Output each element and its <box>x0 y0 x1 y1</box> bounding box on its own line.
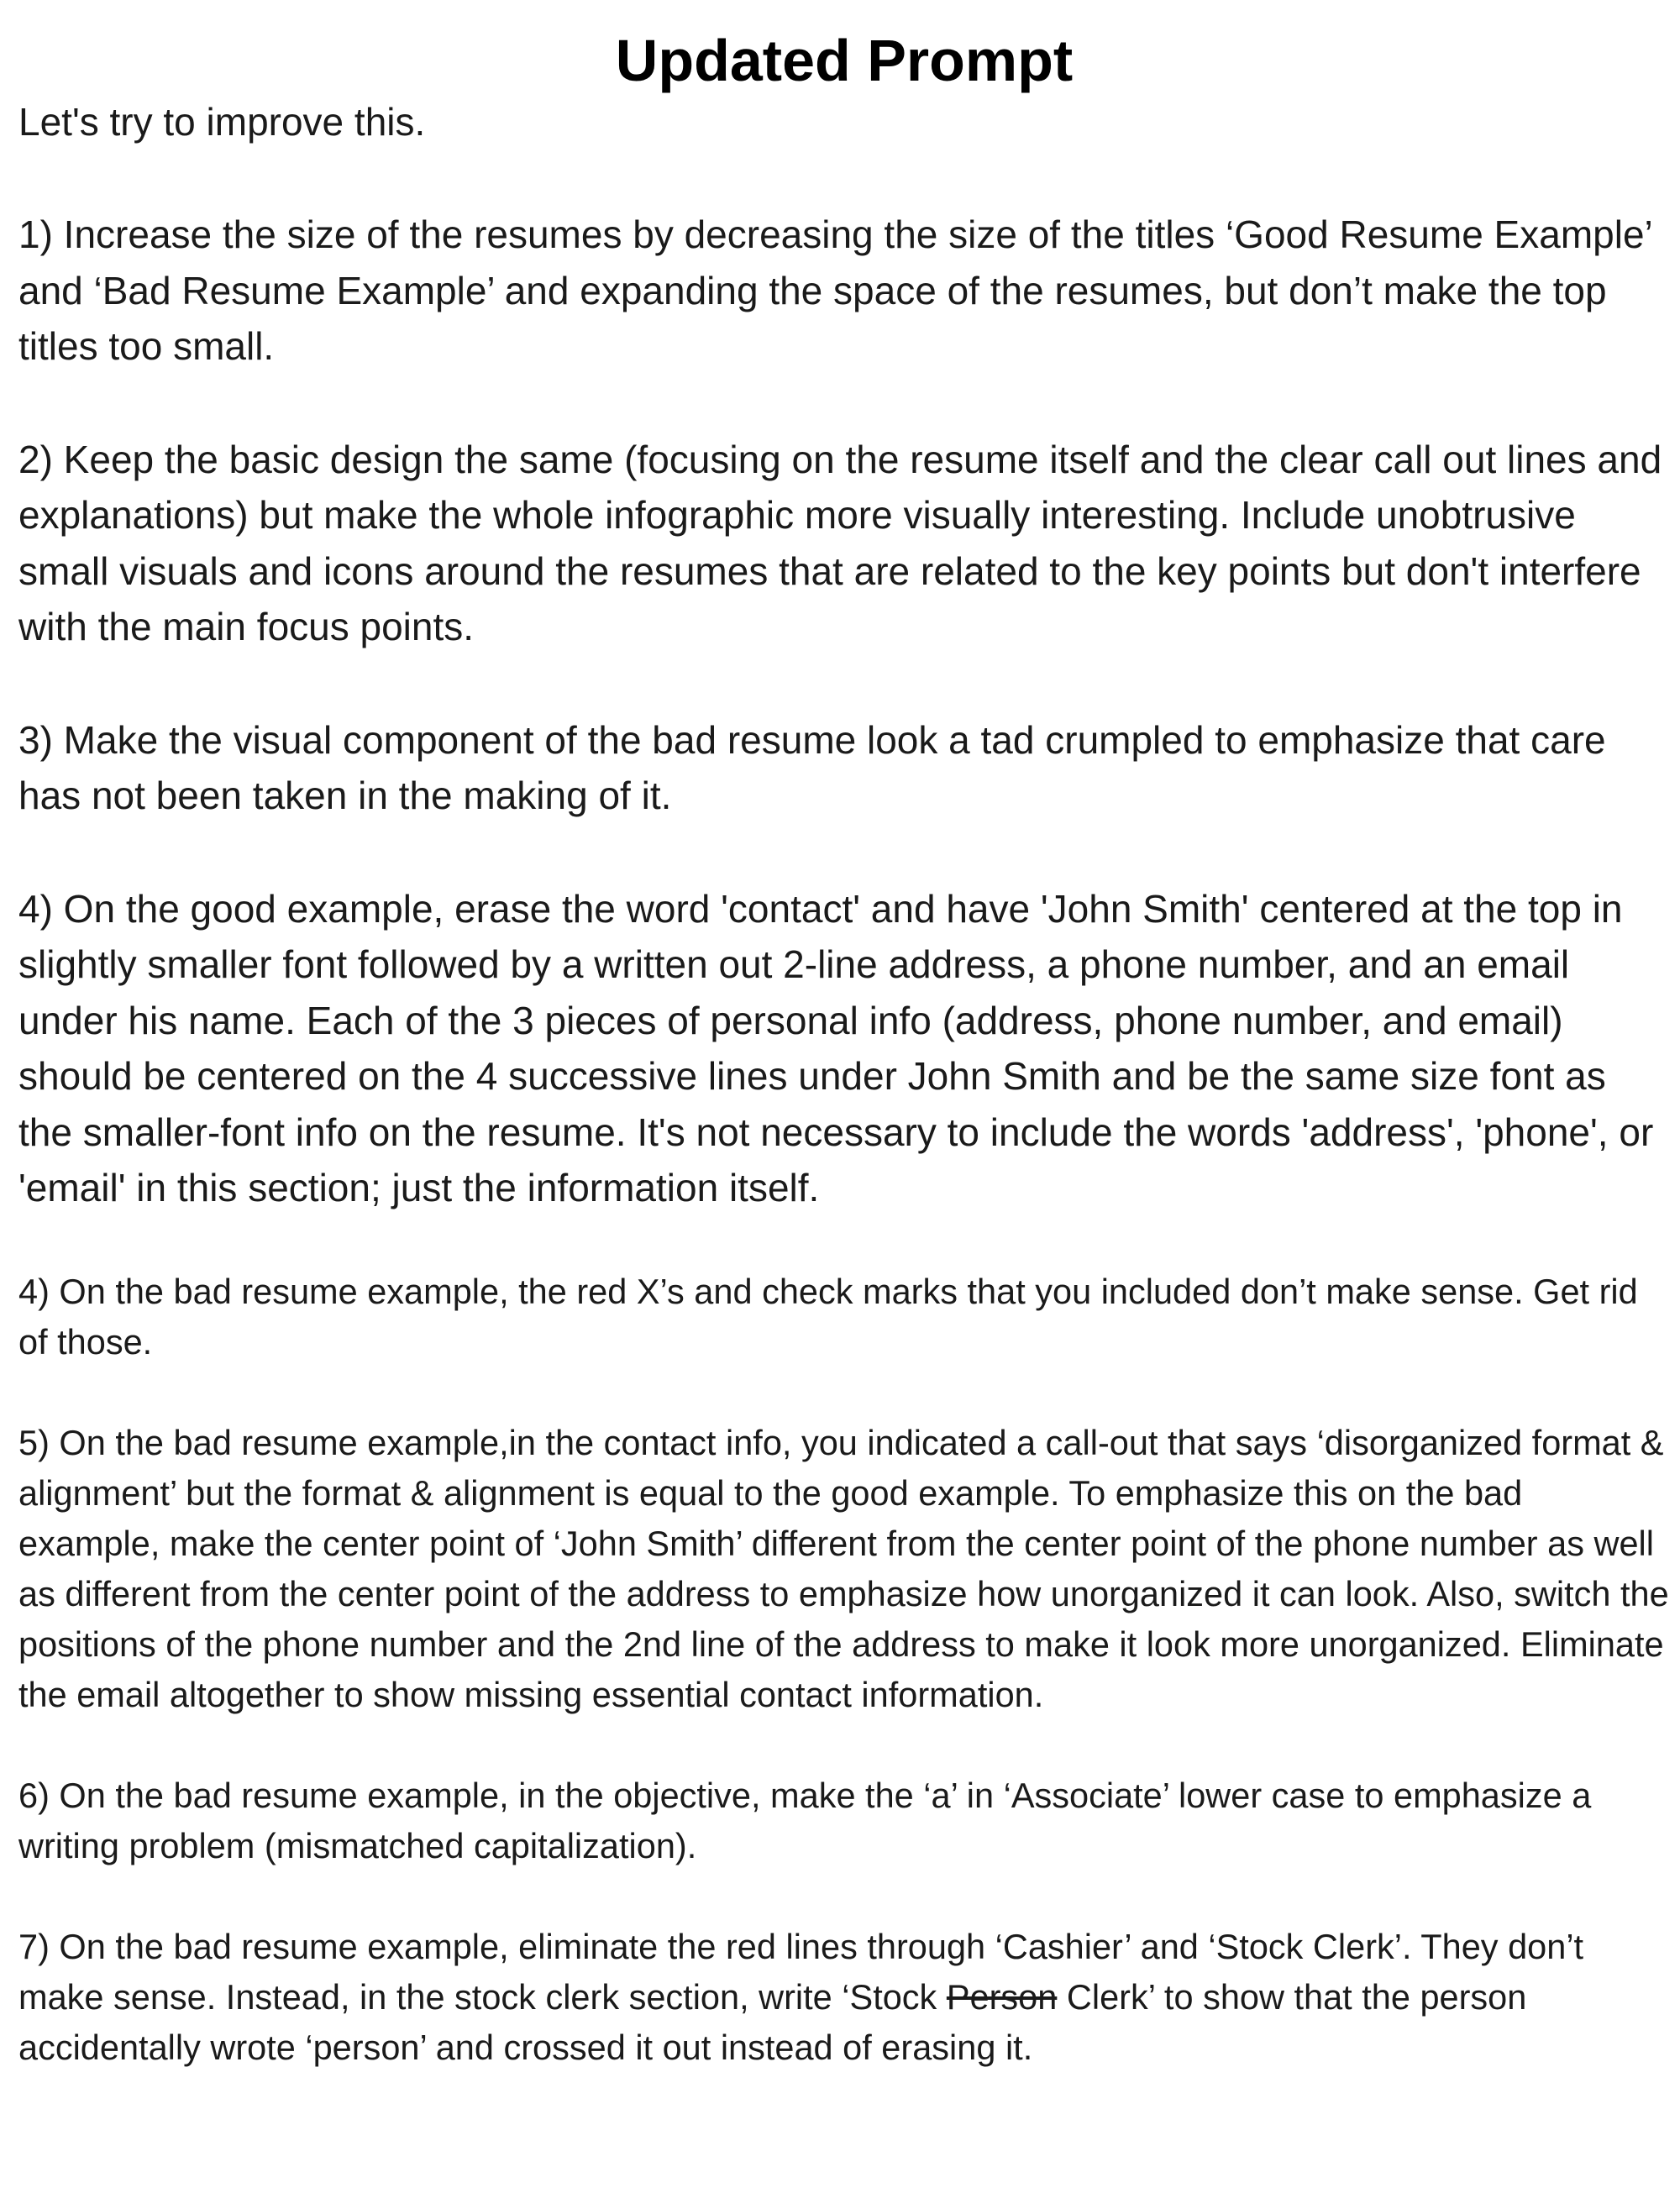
struck-word: Person <box>946 1976 1058 2017</box>
list-item-7 <box>18 1922 1670 2073</box>
list-item: 4) On the good example, erase the word 'contact' and have 'John Smith' centered at the top in slightly smaller font followed by a written out 2-line address, a phone number, and an email under his name. Each of the 3 pieces of personal info (address, phone number, and email) should be centered on the 4 successive lines under John Smith and be the same size font as the smaller-font info on the resume. It's not necessary to include the words 'address', 'phone', or 'email' in this section; just the information itself. <box>18 886 1654 1209</box>
intro-text: Let's try to improve this. <box>18 100 426 144</box>
list-item: 4) On the bad resume example, the red X’s and check marks that you included don’t make sense. Get rid of those. <box>18 1271 1638 1361</box>
list-item: 1) Increase the size of the resumes by decreasing the size of the titles ‘Good Resume Example’ and ‘Bad Resume Example’ and expanding the space of the resumes, but don’t make the top titles too small. <box>18 212 1652 368</box>
page-title: Updated Prompt <box>615 28 1074 93</box>
list-item: 6) On the bad resume example, in the objective, make the ‘a’ in ‘Associate’ lower case to emphasize a writing problem (mismatched capitalization). <box>18 1775 1592 1865</box>
list-item: 5) On the bad resume example,in the contact info, you indicated a call-out that says ‘disorganized format & alignment’ but the format & alignment is equal to the good example. To emphasize this on the bad example, make the center point of ‘John Smith’ different from the center point of the phone number as well as different from the center point of the address to emphasize how unorganized it can look. Also, switch the positions of the phone number and the 2nd line of the address to make it look more unorganized. Eliminate the email altogether to show missing essential contact information. <box>18 1422 1669 1714</box>
list-item: 3) Make the visual component of the bad resume look a tad crumpled to emphasize that care has not been taken in the making of it. <box>18 717 1606 817</box>
list-item: 2) Keep the basic design the same (focusing on the resume itself and the clear call out lines and explanations) but make the whole infographic more visually interesting. Include unobtrusive small visuals and icons around the resumes that are related to the key points but don't interfere with the main focus points. <box>18 437 1662 648</box>
document <box>18 0 1670 2073</box>
item7-after: Clerk’ to show that the person accidentally wrote ‘person’ and crossed it out instead of erasing it. <box>18 1976 1527 2067</box>
item7-before: 7) On the bad resume example, eliminate the red lines through ‘Cashier’ and ‘Stock Clerk’. They don’t make sense. Instead, in the stock clerk section, write ‘Stock <box>18 1926 1584 2017</box>
